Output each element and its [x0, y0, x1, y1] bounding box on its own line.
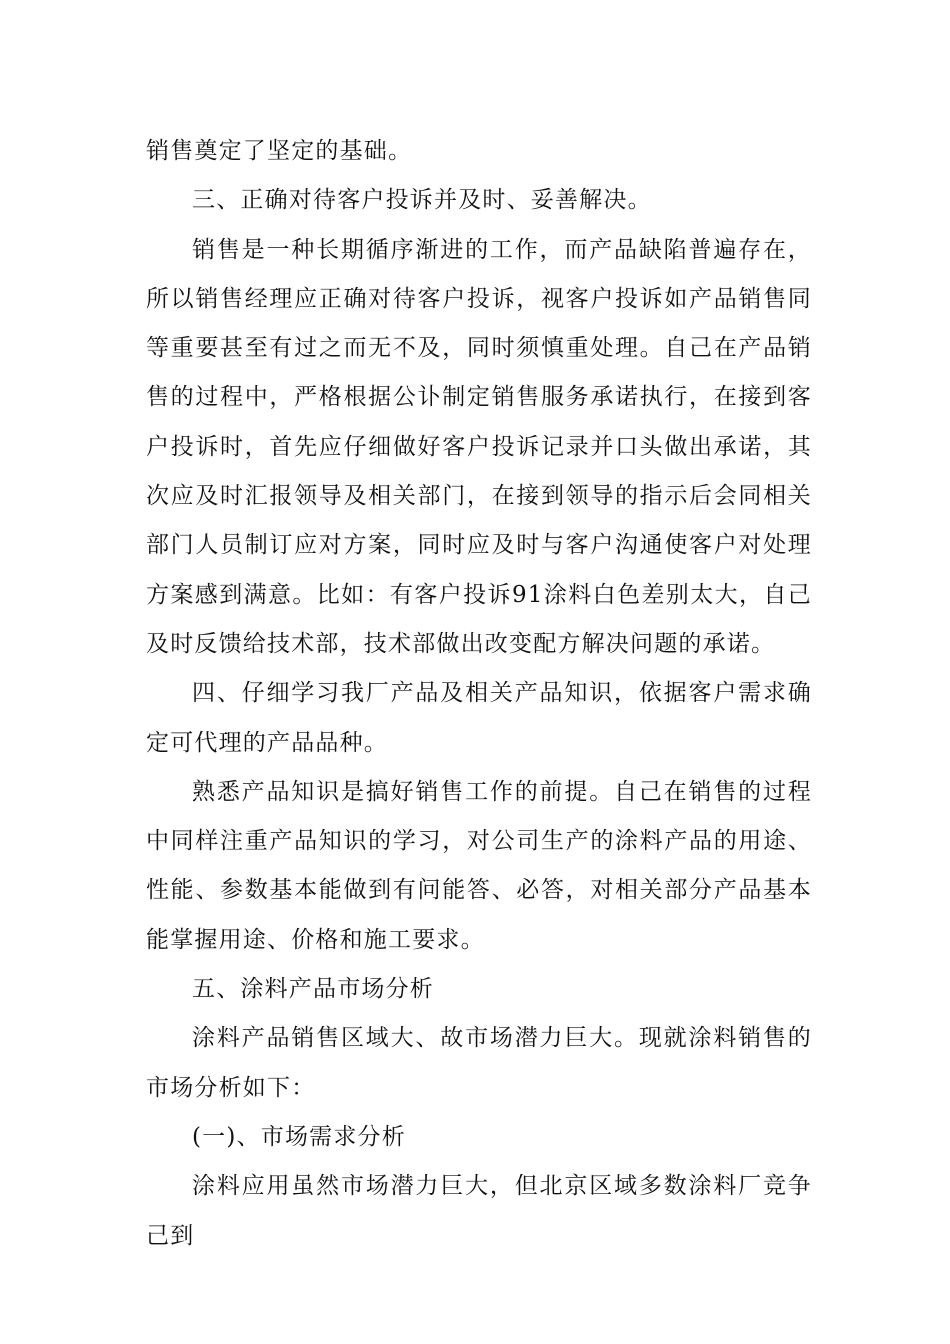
paragraph-continuation: 销售奠定了坚定的基础。 — [146, 138, 413, 164]
paragraph-market-intro: 涂料产品销售区域大、故市场潜力巨大。现就涂料销售的市场分析如下： — [146, 1025, 812, 1101]
paragraph-product-knowledge: 熟悉产品知识是搞好销售工作的前提。自己在销售的过程中同样注重产品知识的学习，对公司生产的涂料产品的用途、性能、参数基本能做到有问能答、必答，对相关部分产品基本能掌握用途、价格和施工要求。 — [146, 778, 812, 953]
paragraph-market-demand: 涂料应用虽然市场潜力巨大，但北京区域多数涂料厂竞争己到 — [146, 1173, 812, 1249]
document-body — [146, 127, 812, 1261]
section-heading-4: 四、仔细学习我厂产品及相关产品知识，依据客户需求确定可代理的产品品种。 — [146, 680, 812, 756]
section-heading-5: 五、涂料产品市场分析 — [192, 976, 434, 1003]
paragraph-complaints: 销售是一种长期循序渐进的工作，而产品缺陷普遍存在，所以销售经理应正确对待客户投诉，视客户投诉如产品销售同等重要甚至有过之而无不及，同时须慎重处理。自己在产品销售的过程中，严格根据公讣制定销售服务承诺执行，在接到客户投诉时，首先应仔细做好客户投诉记录并口头做出承诺，其次应及时汇报领导及相关部门，在接到领导的指示后会同相关部门人员制订应对方案，同时应及时与客户沟通使客户对处理方案感到满意。比如：有客户投诉91涂料白色差别太大，自己及时反馈给技术部，技术部做出改变配方解决问题的承诺。 — [146, 236, 812, 657]
section-heading-3: 三、正确对待客户投诉并及时、妥善解决。 — [192, 187, 652, 214]
subsection-heading-1: (一)、市场需求分析 — [192, 1123, 406, 1150]
